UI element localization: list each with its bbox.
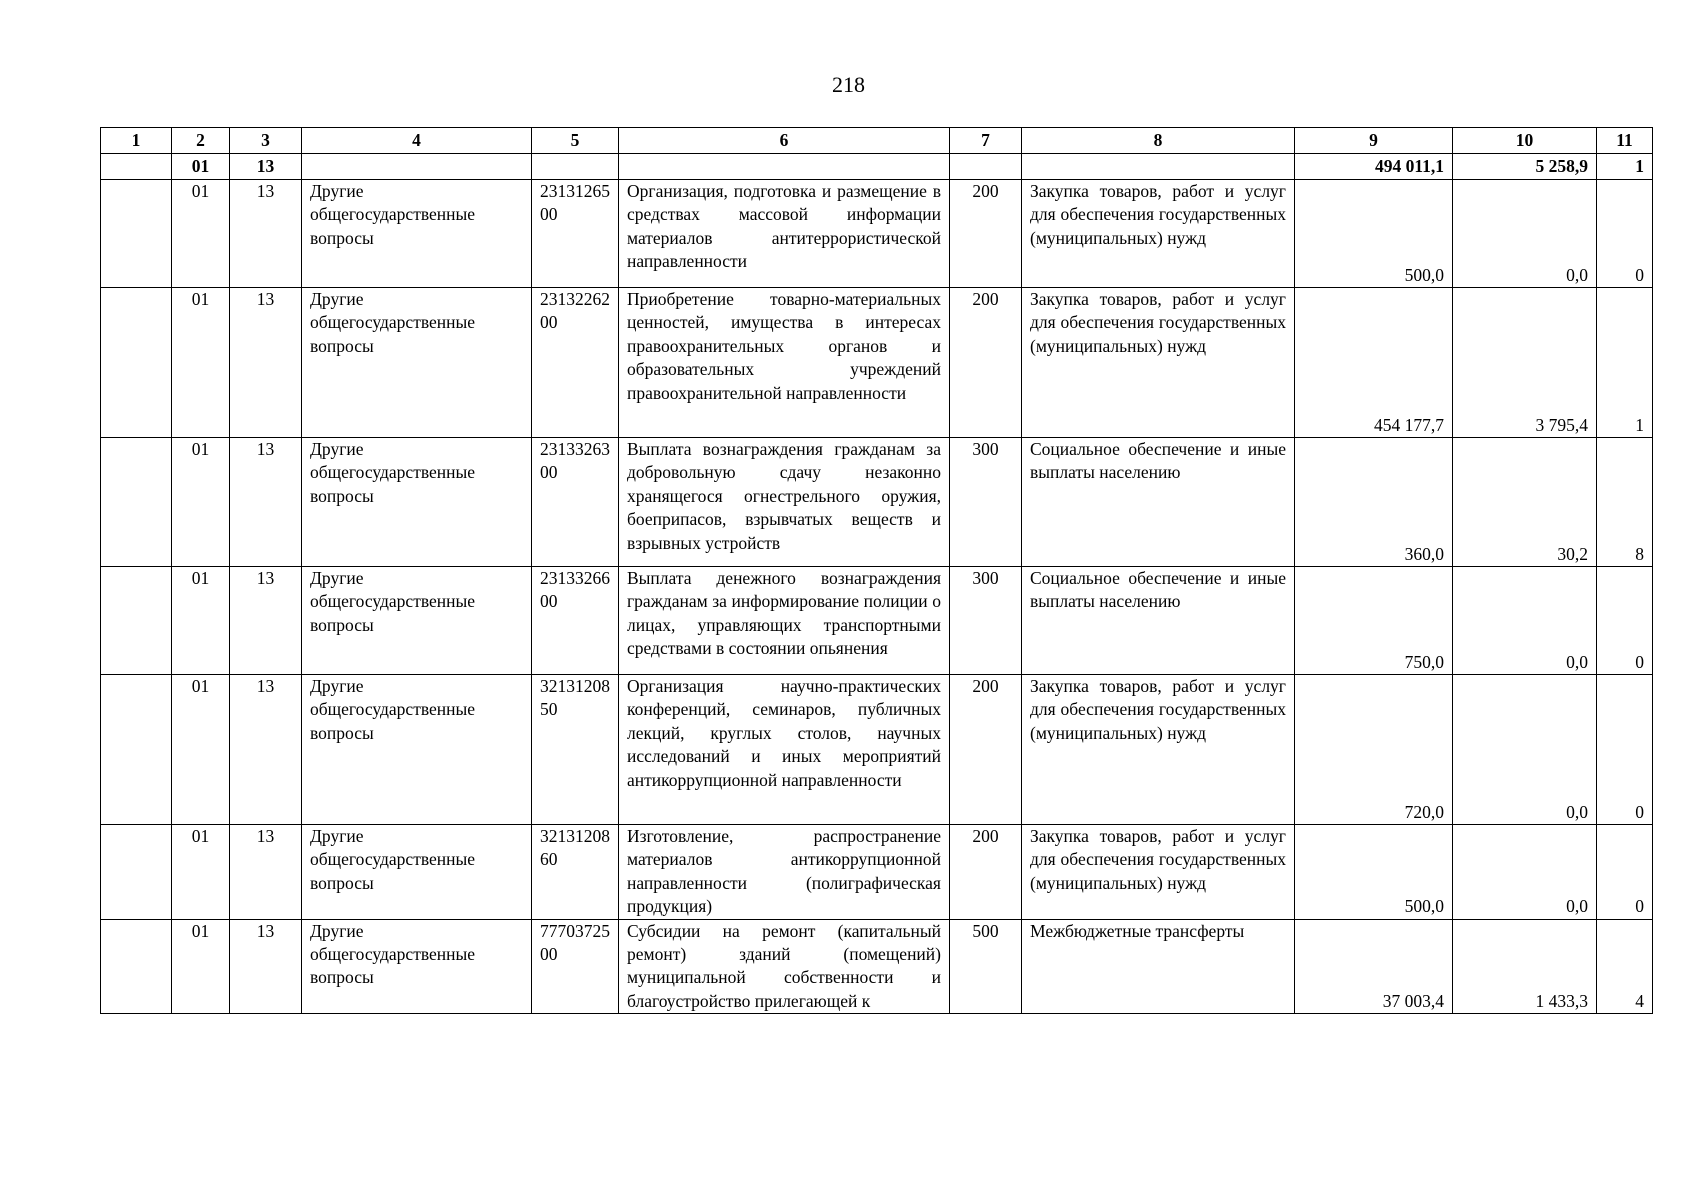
total-cell-empty	[101, 154, 172, 180]
expense-description: Организация научно-практических конференций, семинаров, публичных лекций, круглых столов, научных исследований и иных мероприятий антикоррупционной направленности	[619, 675, 950, 825]
column-header: 5	[532, 128, 619, 154]
expense-type-name: Закупка товаров, работ и услуг для обеспечения государственных (муниципальных) нужд	[1022, 825, 1295, 920]
section-code: 01	[172, 288, 230, 438]
column-header: 7	[950, 128, 1022, 154]
execution-percent: 0	[1597, 825, 1653, 920]
total-section-code: 01	[172, 154, 230, 180]
expense-type-code: 200	[950, 675, 1022, 825]
row-cell-empty	[101, 567, 172, 675]
subsection-name: Другие общегосударственные вопросы	[302, 567, 532, 675]
column-header: 3	[230, 128, 302, 154]
target-article-code: 2313226200	[532, 288, 619, 438]
column-header: 1	[101, 128, 172, 154]
expense-description: Изготовление, распространение материалов антикоррупционной направленности (полиграфическая продукция)	[619, 825, 950, 920]
subsection-code: 13	[230, 919, 302, 1014]
expense-type-name: Социальное обеспечение и иные выплаты населению	[1022, 567, 1295, 675]
target-article-code: 2313326300	[532, 438, 619, 567]
expense-type-code: 500	[950, 919, 1022, 1014]
subsection-code: 13	[230, 675, 302, 825]
column-header: 11	[1597, 128, 1653, 154]
total-execution-percent: 1	[1597, 154, 1653, 180]
column-header: 9	[1295, 128, 1453, 154]
subsection-code: 13	[230, 825, 302, 920]
total-executed-amount: 5 258,9	[1453, 154, 1597, 180]
expense-type-name: Межбюджетные трансферты	[1022, 919, 1295, 1014]
execution-percent: 4	[1597, 919, 1653, 1014]
plan-amount: 500,0	[1295, 825, 1453, 920]
target-article-code: 2313126500	[532, 180, 619, 288]
column-header: 6	[619, 128, 950, 154]
total-cell-empty	[950, 154, 1022, 180]
plan-amount: 500,0	[1295, 180, 1453, 288]
executed-amount: 3 795,4	[1453, 288, 1597, 438]
table-row	[101, 438, 1653, 567]
total-cell-empty	[302, 154, 532, 180]
executed-amount: 0,0	[1453, 675, 1597, 825]
plan-amount: 454 177,7	[1295, 288, 1453, 438]
subsection-name: Другие общегосударственные вопросы	[302, 438, 532, 567]
subsection-code: 13	[230, 288, 302, 438]
executed-amount: 0,0	[1453, 567, 1597, 675]
executed-amount: 30,2	[1453, 438, 1597, 567]
budget-table	[100, 127, 1653, 1014]
column-header: 10	[1453, 128, 1597, 154]
expense-type-code: 300	[950, 567, 1022, 675]
total-subsection-code: 13	[230, 154, 302, 180]
table-row	[101, 180, 1653, 288]
section-code: 01	[172, 675, 230, 825]
target-article-code: 2313326600	[532, 567, 619, 675]
expense-type-name: Социальное обеспечение и иные выплаты населению	[1022, 438, 1295, 567]
plan-amount: 720,0	[1295, 675, 1453, 825]
column-header: 4	[302, 128, 532, 154]
row-cell-empty	[101, 180, 172, 288]
subsection-name: Другие общегосударственные вопросы	[302, 288, 532, 438]
expense-type-name: Закупка товаров, работ и услуг для обеспечения государственных (муниципальных) нужд	[1022, 675, 1295, 825]
plan-amount: 750,0	[1295, 567, 1453, 675]
section-code: 01	[172, 919, 230, 1014]
plan-amount: 37 003,4	[1295, 919, 1453, 1014]
section-code: 01	[172, 567, 230, 675]
expense-type-code: 300	[950, 438, 1022, 567]
executed-amount: 1 433,3	[1453, 919, 1597, 1014]
plan-amount: 360,0	[1295, 438, 1453, 567]
execution-percent: 8	[1597, 438, 1653, 567]
row-cell-empty	[101, 288, 172, 438]
expense-description: Приобретение товарно-материальных ценностей, имущества в интересах правоохранительных органов и образовательных учреждений правоохранительной направленности	[619, 288, 950, 438]
section-code: 01	[172, 180, 230, 288]
subsection-name: Другие общегосударственные вопросы	[302, 919, 532, 1014]
row-cell-empty	[101, 825, 172, 920]
expense-description: Субсидии на ремонт (капитальный ремонт) зданий (помещений) муниципальной собственности и благоустройство прилегающей к	[619, 919, 950, 1014]
expense-type-code: 200	[950, 825, 1022, 920]
subsection-code: 13	[230, 438, 302, 567]
subsection-name: Другие общегосударственные вопросы	[302, 825, 532, 920]
expense-type-name: Закупка товаров, работ и услуг для обеспечения государственных (муниципальных) нужд	[1022, 180, 1295, 288]
expense-description: Выплата денежного вознаграждения гражданам за информирование полиции о лицах, управляющих транспортными средствами в состоянии опьянения	[619, 567, 950, 675]
row-cell-empty	[101, 438, 172, 567]
target-article-code: 7770372500	[532, 919, 619, 1014]
section-code: 01	[172, 825, 230, 920]
target-article-code: 3213120860	[532, 825, 619, 920]
table-row	[101, 825, 1653, 920]
subsection-name: Другие общегосударственные вопросы	[302, 675, 532, 825]
executed-amount: 0,0	[1453, 180, 1597, 288]
execution-percent: 0	[1597, 567, 1653, 675]
total-cell-empty	[1022, 154, 1295, 180]
total-plan-amount: 494 011,1	[1295, 154, 1453, 180]
subsection-name: Другие общегосударственные вопросы	[302, 180, 532, 288]
expense-type-code: 200	[950, 180, 1022, 288]
table-row	[101, 919, 1653, 1014]
executed-amount: 0,0	[1453, 825, 1597, 920]
execution-percent: 0	[1597, 180, 1653, 288]
column-header: 8	[1022, 128, 1295, 154]
subsection-code: 13	[230, 180, 302, 288]
table-row	[101, 288, 1653, 438]
table-row	[101, 675, 1653, 825]
section-code: 01	[172, 438, 230, 567]
expense-type-name: Закупка товаров, работ и услуг для обеспечения государственных (муниципальных) нужд	[1022, 288, 1295, 438]
total-cell-empty	[532, 154, 619, 180]
section-total-row	[101, 154, 1653, 180]
execution-percent: 1	[1597, 288, 1653, 438]
column-header: 2	[172, 128, 230, 154]
total-cell-empty	[619, 154, 950, 180]
page-number: 218	[832, 72, 865, 97]
execution-percent: 0	[1597, 675, 1653, 825]
expense-type-code: 200	[950, 288, 1022, 438]
expense-description: Организация, подготовка и размещение в средствах массовой информации материалов антитеррористической направленности	[619, 180, 950, 288]
table-row	[101, 567, 1653, 675]
expense-description: Выплата вознаграждения гражданам за добровольную сдачу незаконно хранящегося огнестрельного оружия, боеприпасов, взрывчатых веществ и взрывных устройств	[619, 438, 950, 567]
column-number-row	[101, 128, 1653, 154]
target-article-code: 3213120850	[532, 675, 619, 825]
row-cell-empty	[101, 675, 172, 825]
row-cell-empty	[101, 919, 172, 1014]
subsection-code: 13	[230, 567, 302, 675]
table-body	[101, 128, 1653, 1014]
